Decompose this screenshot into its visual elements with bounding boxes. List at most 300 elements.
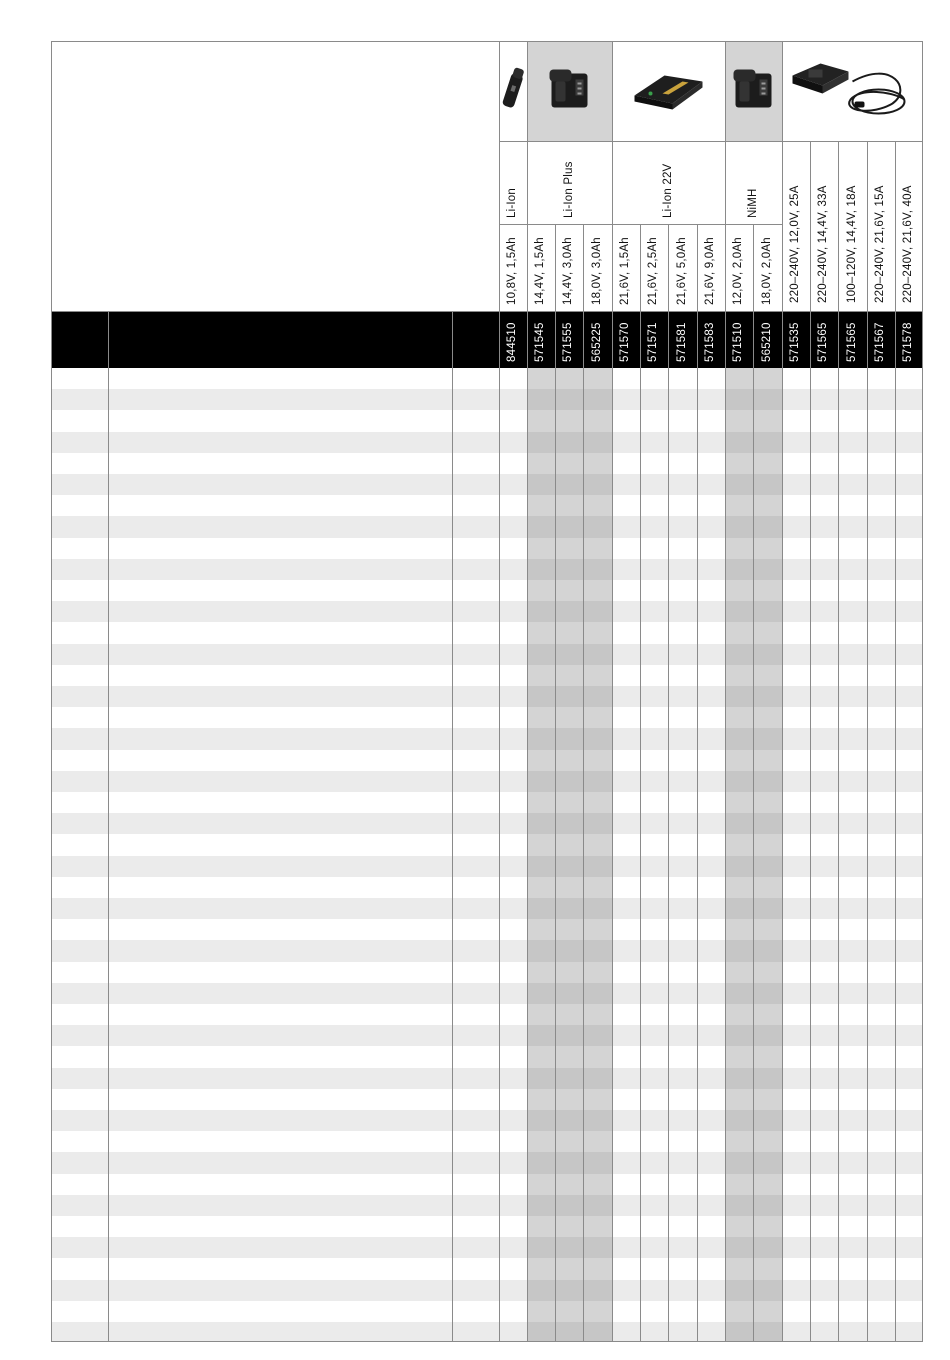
table-row bbox=[52, 368, 923, 389]
table-row bbox=[52, 856, 923, 877]
shaded-cell bbox=[555, 1131, 583, 1152]
shaded-cell bbox=[753, 1237, 782, 1258]
shaded-cell bbox=[725, 474, 753, 495]
table-row bbox=[52, 1004, 923, 1025]
article-cell bbox=[810, 311, 838, 368]
shaded-cell bbox=[527, 940, 555, 961]
shaded-cell bbox=[725, 665, 753, 686]
charger-icon bbox=[782, 41, 923, 144]
shaded-cell bbox=[753, 792, 782, 813]
shaded-cell bbox=[753, 1280, 782, 1301]
shaded-cell bbox=[555, 622, 583, 643]
shaded-cell bbox=[583, 495, 612, 516]
shaded-cell bbox=[527, 813, 555, 834]
divider bbox=[697, 224, 698, 1342]
spec-label: 18,0V, 3,0Ah bbox=[590, 237, 603, 305]
divider bbox=[725, 42, 726, 1342]
spec-label: 10,8V, 1,5Ah bbox=[506, 237, 518, 305]
table-row bbox=[52, 516, 923, 537]
spec-cell bbox=[867, 141, 895, 311]
shaded-cell bbox=[527, 1131, 555, 1152]
shaded-cell bbox=[555, 601, 583, 622]
shaded-cell bbox=[725, 1216, 753, 1237]
shaded-cell bbox=[753, 580, 782, 601]
article-number: 571510 bbox=[732, 322, 744, 362]
shaded-cell bbox=[725, 962, 753, 983]
shaded-cell bbox=[555, 1004, 583, 1025]
shaded-cell bbox=[583, 1280, 612, 1301]
shaded-cell bbox=[527, 1280, 555, 1301]
shaded-cell bbox=[555, 410, 583, 431]
shaded-cell bbox=[555, 1258, 583, 1279]
shaded-cell bbox=[753, 940, 782, 961]
shaded-cell bbox=[527, 962, 555, 983]
table-row bbox=[52, 877, 923, 898]
table-row bbox=[52, 1025, 923, 1046]
shaded-cell bbox=[583, 940, 612, 961]
table-row bbox=[52, 1089, 923, 1110]
shaded-cell bbox=[555, 771, 583, 792]
shaded-cell bbox=[527, 453, 555, 474]
table-row bbox=[52, 1216, 923, 1237]
shaded-cell bbox=[527, 856, 555, 877]
article-cell bbox=[725, 311, 753, 368]
article-number: 571565 bbox=[845, 322, 858, 362]
spec-cell bbox=[583, 224, 612, 311]
spec-label: 14,4V, 1,5Ah bbox=[534, 237, 546, 305]
spec-label: 21,6V, 2,5Ah bbox=[647, 237, 659, 305]
shaded-cell bbox=[555, 1025, 583, 1046]
shaded-cell bbox=[753, 877, 782, 898]
shaded-cell bbox=[583, 453, 612, 474]
divider bbox=[838, 141, 839, 1342]
table-row bbox=[52, 474, 923, 495]
shaded-cell bbox=[725, 728, 753, 749]
spec-label: 21,6V, 1,5Ah bbox=[619, 237, 631, 305]
shaded-cell bbox=[725, 983, 753, 1004]
article-number: 571535 bbox=[789, 322, 801, 362]
shaded-cell bbox=[527, 538, 555, 559]
shaded-cell bbox=[583, 728, 612, 749]
group-label-cell bbox=[499, 141, 527, 224]
shaded-cell bbox=[555, 1301, 583, 1322]
article-cell bbox=[668, 311, 697, 368]
shaded-cell bbox=[725, 1131, 753, 1152]
shaded-cell bbox=[725, 538, 753, 559]
shaded-cell bbox=[725, 792, 753, 813]
group-label-cell bbox=[527, 141, 612, 224]
shaded-cell bbox=[583, 368, 612, 389]
article-cell bbox=[895, 311, 923, 368]
article-cell bbox=[612, 311, 640, 368]
spec-cell bbox=[668, 224, 697, 311]
shaded-cell bbox=[583, 1089, 612, 1110]
shaded-cell bbox=[753, 1131, 782, 1152]
shaded-cell bbox=[555, 962, 583, 983]
shaded-cell bbox=[725, 1004, 753, 1025]
shaded-cell bbox=[555, 1068, 583, 1089]
shaded-cell bbox=[583, 580, 612, 601]
divider bbox=[612, 42, 613, 1342]
shaded-cell bbox=[725, 940, 753, 961]
shaded-cell bbox=[583, 962, 612, 983]
shaded-cell bbox=[725, 622, 753, 643]
shaded-cell bbox=[527, 1301, 555, 1322]
shaded-cell bbox=[583, 1301, 612, 1322]
shaded-cell bbox=[527, 622, 555, 643]
table-row bbox=[52, 707, 923, 728]
shaded-cell bbox=[753, 1258, 782, 1279]
shaded-cell bbox=[753, 453, 782, 474]
table-row bbox=[52, 962, 923, 983]
shaded-cell bbox=[725, 1280, 753, 1301]
divider bbox=[810, 141, 811, 1342]
spec-cell bbox=[895, 141, 923, 311]
article-cell bbox=[555, 311, 583, 368]
shaded-cell bbox=[583, 856, 612, 877]
shaded-cell bbox=[527, 750, 555, 771]
shaded-cell bbox=[583, 1004, 612, 1025]
shaded-cell bbox=[583, 1195, 612, 1216]
shaded-cell bbox=[527, 389, 555, 410]
shaded-cell bbox=[583, 771, 612, 792]
shaded-cell bbox=[527, 877, 555, 898]
shaded-cell bbox=[555, 983, 583, 1004]
shaded-cell bbox=[583, 601, 612, 622]
spec-cell bbox=[612, 224, 640, 311]
shaded-cell bbox=[555, 707, 583, 728]
shaded-cell bbox=[583, 644, 612, 665]
shaded-cell bbox=[583, 432, 612, 453]
shaded-cell bbox=[753, 834, 782, 855]
shaded-cell bbox=[527, 792, 555, 813]
shaded-cell bbox=[583, 1025, 612, 1046]
table-row bbox=[52, 1280, 923, 1301]
shaded-cell bbox=[583, 622, 612, 643]
shaded-cell bbox=[527, 983, 555, 1004]
group-label-cell bbox=[725, 141, 782, 224]
shaded-cell bbox=[753, 919, 782, 940]
shaded-cell bbox=[753, 559, 782, 580]
shaded-cell bbox=[555, 1110, 583, 1131]
table-row bbox=[52, 453, 923, 474]
article-number: 571555 bbox=[562, 322, 574, 362]
shaded-cell bbox=[753, 750, 782, 771]
small-battery-icon bbox=[499, 41, 527, 144]
table-row bbox=[52, 771, 923, 792]
shaded-cell bbox=[725, 1068, 753, 1089]
shaded-cell bbox=[527, 1237, 555, 1258]
shaded-cell bbox=[527, 644, 555, 665]
divider bbox=[753, 224, 754, 1342]
article-number: 571581 bbox=[675, 322, 688, 362]
shaded-cell bbox=[753, 983, 782, 1004]
shaded-cell bbox=[725, 1174, 753, 1195]
article-number: 571571 bbox=[647, 322, 659, 362]
article-cell bbox=[753, 311, 782, 368]
spec-label: 21,6V, 9,0Ah bbox=[704, 237, 716, 305]
shaded-cell bbox=[527, 432, 555, 453]
shaded-cell bbox=[583, 792, 612, 813]
shaded-cell bbox=[583, 1131, 612, 1152]
table-row bbox=[52, 665, 923, 686]
table-row bbox=[52, 940, 923, 961]
shaded-cell bbox=[555, 516, 583, 537]
table-row bbox=[52, 538, 923, 559]
divider bbox=[52, 311, 923, 312]
article-cell bbox=[838, 311, 867, 368]
shaded-cell bbox=[555, 495, 583, 516]
table-row bbox=[52, 559, 923, 580]
shaded-cell bbox=[555, 1089, 583, 1110]
shaded-cell bbox=[555, 750, 583, 771]
shaded-cell bbox=[527, 898, 555, 919]
shaded-cell bbox=[527, 1322, 555, 1342]
shaded-cell bbox=[725, 559, 753, 580]
shaded-cell bbox=[753, 644, 782, 665]
shaded-cell bbox=[583, 1110, 612, 1131]
shaded-cell bbox=[753, 1322, 782, 1342]
shaded-cell bbox=[753, 1195, 782, 1216]
divider bbox=[782, 42, 783, 1342]
shaded-cell bbox=[725, 432, 753, 453]
shaded-cell bbox=[583, 877, 612, 898]
article-cell bbox=[697, 311, 725, 368]
shaded-cell bbox=[583, 516, 612, 537]
shaded-cell bbox=[583, 474, 612, 495]
shaded-cell bbox=[555, 792, 583, 813]
shaded-cell bbox=[753, 686, 782, 707]
product-image-cell bbox=[782, 42, 923, 141]
table-row bbox=[52, 1301, 923, 1322]
shaded-cell bbox=[725, 1025, 753, 1046]
shaded-cell bbox=[725, 707, 753, 728]
shaded-cell bbox=[725, 1152, 753, 1173]
shaded-cell bbox=[527, 728, 555, 749]
divider bbox=[108, 311, 109, 1342]
table-row bbox=[52, 919, 923, 940]
table-row bbox=[52, 1258, 923, 1279]
shaded-cell bbox=[583, 707, 612, 728]
shaded-cell bbox=[753, 538, 782, 559]
spec-cell bbox=[753, 224, 782, 311]
shaded-cell bbox=[583, 750, 612, 771]
shaded-cell bbox=[583, 1174, 612, 1195]
shaded-cell bbox=[725, 750, 753, 771]
shaded-cell bbox=[753, 1152, 782, 1173]
shaded-cell bbox=[583, 1046, 612, 1067]
shaded-cell bbox=[555, 432, 583, 453]
shaded-cell bbox=[583, 1237, 612, 1258]
spec-label: 220–240V, 14,4V, 33A bbox=[817, 185, 829, 303]
shaded-cell bbox=[555, 559, 583, 580]
shaded-cell bbox=[725, 495, 753, 516]
shaded-cell bbox=[725, 410, 753, 431]
shaded-cell bbox=[753, 432, 782, 453]
divider bbox=[640, 224, 641, 1342]
shaded-cell bbox=[583, 1152, 612, 1173]
shaded-cell bbox=[527, 707, 555, 728]
shaded-cell bbox=[527, 474, 555, 495]
shaded-cell bbox=[555, 686, 583, 707]
table-row bbox=[52, 1131, 923, 1152]
shaded-cell bbox=[753, 1068, 782, 1089]
spec-cell bbox=[640, 224, 668, 311]
shaded-cell bbox=[753, 1301, 782, 1322]
shaded-cell bbox=[725, 686, 753, 707]
shaded-cell bbox=[583, 1068, 612, 1089]
table-row bbox=[52, 1322, 923, 1342]
shaded-cell bbox=[753, 898, 782, 919]
article-cell bbox=[527, 311, 555, 368]
article-number: 571565 bbox=[817, 322, 829, 362]
table-row bbox=[52, 1152, 923, 1173]
shaded-cell bbox=[527, 1110, 555, 1131]
divider bbox=[583, 224, 584, 1342]
spec-cell bbox=[555, 224, 583, 311]
spec-cell bbox=[499, 224, 527, 311]
article-number: 565225 bbox=[590, 322, 603, 362]
shaded-cell bbox=[555, 1174, 583, 1195]
product-image-cell bbox=[499, 42, 527, 141]
shaded-cell bbox=[753, 622, 782, 643]
shaded-cell bbox=[527, 1068, 555, 1089]
shaded-cell bbox=[555, 580, 583, 601]
table-row bbox=[52, 601, 923, 622]
shaded-cell bbox=[583, 410, 612, 431]
shaded-cell bbox=[753, 813, 782, 834]
shaded-cell bbox=[753, 1110, 782, 1131]
table-row bbox=[52, 580, 923, 601]
shaded-cell bbox=[555, 834, 583, 855]
shaded-cell bbox=[583, 813, 612, 834]
article-number: 565210 bbox=[760, 322, 773, 362]
shaded-cell bbox=[753, 771, 782, 792]
article-number: 571567 bbox=[874, 322, 886, 362]
shaded-cell bbox=[527, 771, 555, 792]
table-row bbox=[52, 410, 923, 431]
spec-cell bbox=[697, 224, 725, 311]
shaded-cell bbox=[583, 919, 612, 940]
group-label-cell bbox=[612, 141, 725, 224]
divider bbox=[555, 224, 556, 1342]
shaded-cell bbox=[753, 1089, 782, 1110]
shaded-cell bbox=[527, 686, 555, 707]
shaded-cell bbox=[725, 856, 753, 877]
article-cell bbox=[782, 311, 810, 368]
shaded-cell bbox=[527, 1216, 555, 1237]
shaded-cell bbox=[527, 834, 555, 855]
shaded-cell bbox=[583, 389, 612, 410]
shaded-cell bbox=[725, 813, 753, 834]
shaded-cell bbox=[527, 495, 555, 516]
shaded-cell bbox=[555, 1237, 583, 1258]
shaded-cell bbox=[527, 1046, 555, 1067]
table-row bbox=[52, 750, 923, 771]
shaded-cell bbox=[725, 1322, 753, 1342]
shaded-cell bbox=[753, 516, 782, 537]
battery-pack-icon bbox=[527, 41, 612, 144]
spec-label: 220–240V, 21,6V, 40A bbox=[902, 185, 914, 303]
shaded-cell bbox=[725, 771, 753, 792]
shaded-cell bbox=[725, 644, 753, 665]
article-number: 844510 bbox=[506, 322, 518, 362]
shaded-cell bbox=[725, 834, 753, 855]
shaded-cell bbox=[583, 1322, 612, 1342]
compatibility-table bbox=[51, 41, 923, 1342]
shaded-cell bbox=[753, 368, 782, 389]
shaded-cell bbox=[527, 601, 555, 622]
shaded-cell bbox=[753, 1216, 782, 1237]
divider bbox=[527, 42, 528, 1342]
article-number: 571570 bbox=[619, 322, 631, 362]
shaded-cell bbox=[555, 368, 583, 389]
spec-cell bbox=[782, 141, 810, 311]
shaded-cell bbox=[555, 1195, 583, 1216]
shaded-cell bbox=[555, 474, 583, 495]
shaded-cell bbox=[527, 1089, 555, 1110]
shaded-cell bbox=[527, 1195, 555, 1216]
table-row bbox=[52, 983, 923, 1004]
divider bbox=[499, 141, 923, 142]
shaded-cell bbox=[527, 516, 555, 537]
shaded-cell bbox=[725, 601, 753, 622]
shaded-cell bbox=[555, 1322, 583, 1342]
shaded-cell bbox=[725, 1195, 753, 1216]
article-number: 571578 bbox=[902, 322, 914, 362]
divider bbox=[668, 224, 669, 1342]
shaded-cell bbox=[527, 410, 555, 431]
article-cell bbox=[640, 311, 668, 368]
spec-cell bbox=[527, 224, 555, 311]
shaded-cell bbox=[555, 1216, 583, 1237]
shaded-cell bbox=[753, 665, 782, 686]
table-row bbox=[52, 686, 923, 707]
shaded-cell bbox=[725, 1301, 753, 1322]
table-row bbox=[52, 1068, 923, 1089]
shaded-cell bbox=[725, 580, 753, 601]
spec-cell bbox=[810, 141, 838, 311]
shaded-cell bbox=[725, 1089, 753, 1110]
table-row bbox=[52, 389, 923, 410]
shaded-cell bbox=[583, 898, 612, 919]
shaded-cell bbox=[753, 601, 782, 622]
table-row bbox=[52, 1046, 923, 1067]
shaded-cell bbox=[725, 898, 753, 919]
shaded-cell bbox=[725, 919, 753, 940]
shaded-cell bbox=[555, 940, 583, 961]
spec-label: 100–120V, 14,4V, 18A bbox=[845, 185, 858, 303]
flat-battery-icon bbox=[612, 41, 725, 144]
shaded-cell bbox=[527, 559, 555, 580]
spec-cell bbox=[838, 141, 867, 311]
article-cell bbox=[867, 311, 895, 368]
shaded-cell bbox=[583, 538, 612, 559]
shaded-cell bbox=[753, 707, 782, 728]
spec-label: 220–240V, 21,6V, 15A bbox=[874, 185, 886, 303]
shaded-cell bbox=[753, 495, 782, 516]
shaded-cell bbox=[555, 389, 583, 410]
shaded-cell bbox=[555, 919, 583, 940]
group-label: Li-Ion Plus bbox=[562, 161, 575, 218]
shaded-cell bbox=[753, 728, 782, 749]
shaded-cell bbox=[555, 898, 583, 919]
shaded-cell bbox=[555, 1046, 583, 1067]
table-row bbox=[52, 622, 923, 643]
shaded-cell bbox=[555, 813, 583, 834]
spec-label: 21,6V, 5,0Ah bbox=[675, 237, 688, 305]
shaded-cell bbox=[555, 538, 583, 559]
